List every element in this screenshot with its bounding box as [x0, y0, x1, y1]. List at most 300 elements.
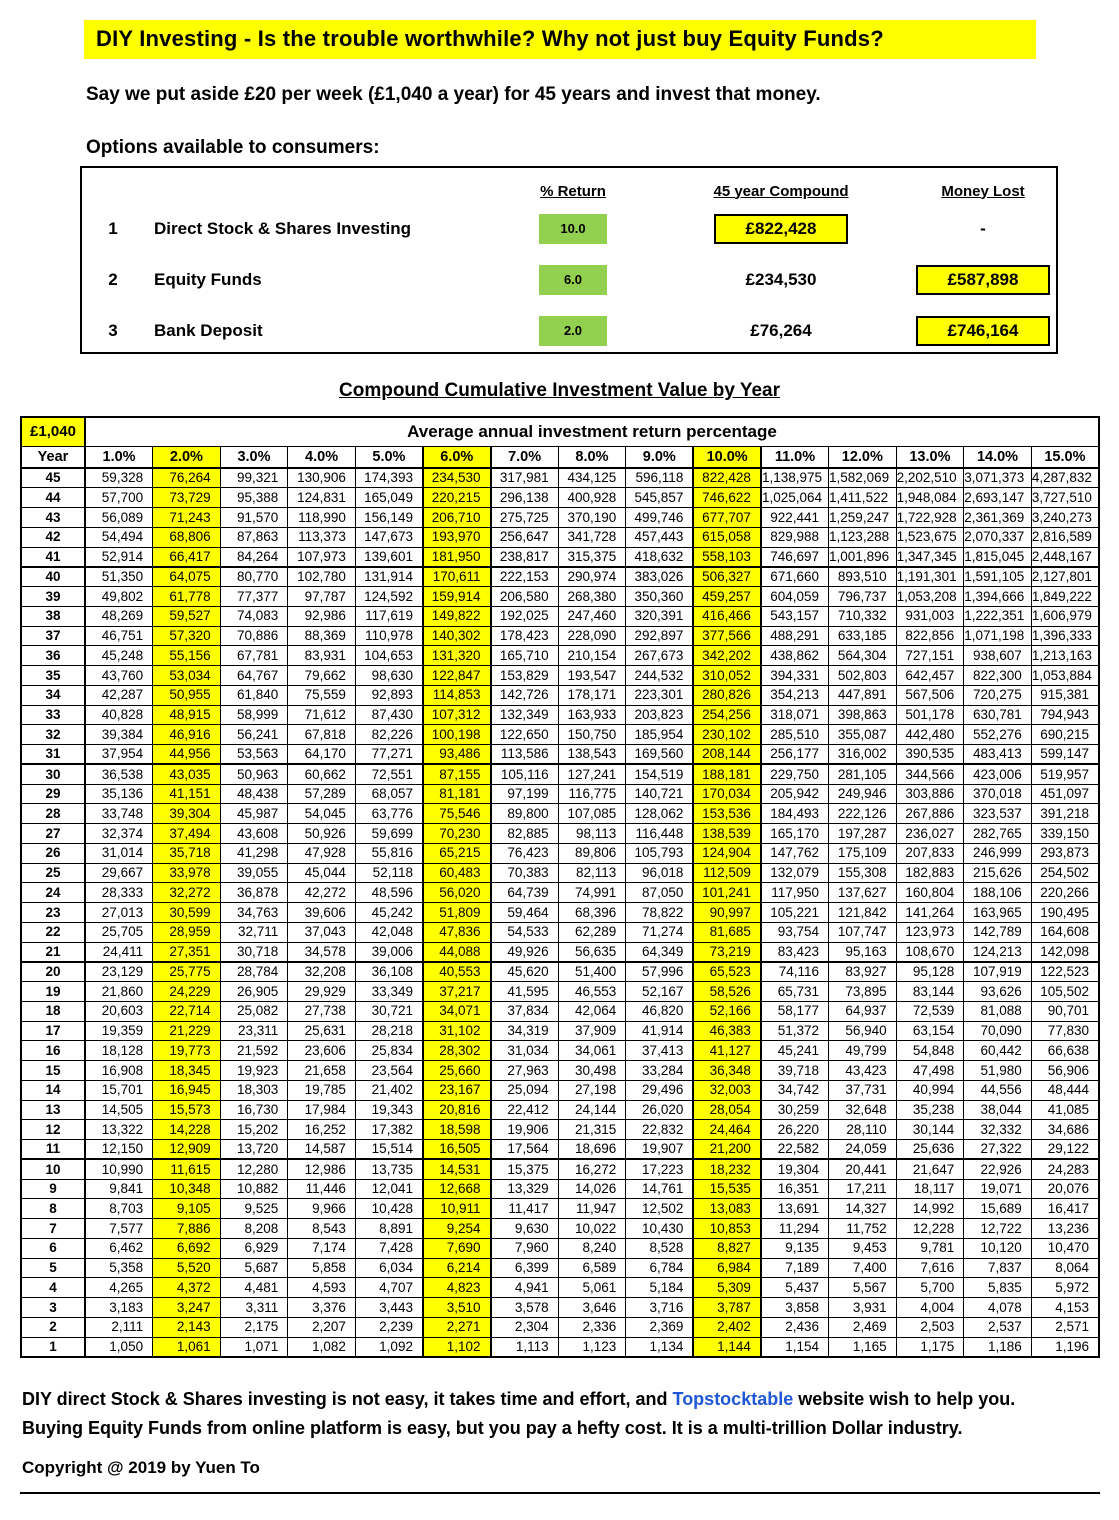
value-cell: 35,238 — [896, 1100, 964, 1120]
year-header: Year — [21, 446, 85, 468]
value-cell: 75,546 — [423, 804, 491, 824]
value-cell: 45,248 — [85, 646, 153, 666]
value-cell: 32,711 — [220, 922, 288, 942]
compound-table — [20, 416, 1100, 1358]
value-cell: 31,014 — [85, 843, 153, 863]
value-cell: 41,914 — [626, 1021, 694, 1041]
value-cell: 32,003 — [693, 1080, 761, 1100]
value-cell: 29,667 — [85, 863, 153, 883]
footer-line1-before: DIY direct Stock & Shares investing is not easy, it takes time and effort, and — [22, 1388, 673, 1409]
value-cell: 44,088 — [423, 942, 491, 962]
value-cell: 71,274 — [626, 922, 694, 942]
year-cell: 3 — [21, 1298, 85, 1318]
value-cell: 66,417 — [153, 547, 221, 567]
value-cell: 34,071 — [423, 1001, 491, 1021]
value-cell: 2,448,167 — [1031, 547, 1099, 567]
table-row — [21, 1337, 1099, 1357]
value-cell: 35,136 — [85, 784, 153, 804]
value-cell: 1,948,084 — [896, 488, 964, 508]
value-cell: 2,304 — [491, 1317, 559, 1337]
value-cell: 57,996 — [626, 962, 694, 982]
value-cell: 303,886 — [896, 784, 964, 804]
value-cell: 56,940 — [829, 1021, 897, 1041]
table-row — [21, 508, 1099, 528]
value-cell: 27,351 — [153, 942, 221, 962]
value-cell: 90,701 — [1031, 1001, 1099, 1021]
value-cell: 11,446 — [288, 1179, 356, 1199]
value-cell: 355,087 — [829, 725, 897, 745]
table-row — [21, 1238, 1099, 1258]
value-cell: 249,946 — [829, 784, 897, 804]
value-cell: 29,929 — [288, 982, 356, 1002]
value-cell: 138,539 — [693, 824, 761, 844]
value-cell: 24,283 — [1031, 1159, 1099, 1179]
value-cell: 423,006 — [964, 764, 1032, 784]
value-cell: 282,765 — [964, 824, 1032, 844]
value-cell: 40,828 — [85, 705, 153, 725]
value-cell: 185,954 — [626, 725, 694, 745]
page-title: DIY Investing - Is the trouble worthwhile? Why not just buy Equity Funds? — [84, 20, 1036, 59]
value-cell: 41,085 — [1031, 1100, 1099, 1120]
value-cell: 558,103 — [693, 547, 761, 567]
value-cell: 292,897 — [626, 626, 694, 646]
year-cell: 43 — [21, 508, 85, 528]
value-cell: 184,493 — [761, 804, 829, 824]
value-cell: 317,981 — [491, 468, 559, 488]
value-cell: 267,673 — [626, 646, 694, 666]
value-cell: 54,045 — [288, 804, 356, 824]
table-row — [21, 547, 1099, 567]
value-cell: 27,963 — [491, 1061, 559, 1081]
value-cell: 83,144 — [896, 982, 964, 1002]
value-cell: 62,289 — [558, 922, 626, 942]
value-cell: 3,787 — [693, 1298, 761, 1318]
table-row — [21, 705, 1099, 725]
value-cell: 10,470 — [1031, 1238, 1099, 1258]
value-cell: 915,381 — [1031, 685, 1099, 705]
table-row — [21, 1258, 1099, 1278]
value-cell: 746,697 — [761, 547, 829, 567]
value-cell: 15,375 — [491, 1159, 559, 1179]
value-cell: 8,827 — [693, 1238, 761, 1258]
value-cell: 98,113 — [558, 824, 626, 844]
value-cell: 153,536 — [693, 804, 761, 824]
value-cell: 70,886 — [220, 626, 288, 646]
value-cell: 19,906 — [491, 1120, 559, 1140]
value-cell: 92,986 — [288, 606, 356, 626]
value-cell: 165,170 — [761, 824, 829, 844]
percent-header: 14.0% — [964, 446, 1032, 468]
value-cell: 1,050 — [85, 1337, 153, 1357]
value-cell: 58,526 — [693, 982, 761, 1002]
value-cell: 2,503 — [896, 1317, 964, 1337]
value-cell: 84,264 — [220, 547, 288, 567]
value-cell: 3,578 — [491, 1298, 559, 1318]
value-cell: 1,815,045 — [964, 547, 1032, 567]
value-cell: 137,627 — [829, 883, 897, 903]
value-cell: 76,423 — [491, 843, 559, 863]
value-cell: 44,556 — [964, 1080, 1032, 1100]
value-cell: 796,737 — [829, 587, 897, 607]
value-cell: 107,919 — [964, 962, 1032, 982]
compound-value: £76,264 — [750, 320, 812, 340]
value-cell: 83,927 — [829, 962, 897, 982]
value-cell: 210,154 — [558, 646, 626, 666]
value-cell: 1,411,522 — [829, 488, 897, 508]
value-cell: 25,834 — [355, 1041, 423, 1061]
value-cell: 39,304 — [153, 804, 221, 824]
value-cell: 121,842 — [829, 903, 897, 923]
merged-header-row — [21, 417, 1099, 446]
value-cell: 37,494 — [153, 824, 221, 844]
percent-header-row — [21, 446, 1099, 468]
money-lost-highlight: £587,898 — [916, 265, 1050, 295]
value-cell: 8,703 — [85, 1199, 153, 1219]
value-cell: 281,105 — [829, 764, 897, 784]
value-cell: 64,767 — [220, 666, 288, 686]
value-cell: 105,793 — [626, 843, 694, 863]
value-cell: 15,689 — [964, 1199, 1032, 1219]
value-cell: 49,802 — [85, 587, 153, 607]
value-cell: 822,856 — [896, 626, 964, 646]
value-cell: 2,469 — [829, 1317, 897, 1337]
value-cell: 174,393 — [355, 468, 423, 488]
year-cell: 6 — [21, 1238, 85, 1258]
value-cell: 316,002 — [829, 745, 897, 765]
value-cell: 14,505 — [85, 1100, 153, 1120]
value-cell: 113,373 — [288, 527, 356, 547]
value-cell: 267,886 — [896, 804, 964, 824]
value-cell: 208,144 — [693, 745, 761, 765]
value-cell: 11,947 — [558, 1199, 626, 1219]
value-cell: 344,566 — [896, 764, 964, 784]
table-row — [21, 646, 1099, 666]
value-cell: 77,377 — [220, 587, 288, 607]
value-cell: 2,207 — [288, 1317, 356, 1337]
footer-line1-after: website wish to help you. — [793, 1388, 1016, 1409]
value-cell: 15,514 — [355, 1140, 423, 1160]
value-cell: 434,125 — [558, 468, 626, 488]
value-cell: 52,167 — [626, 982, 694, 1002]
value-cell: 45,044 — [288, 863, 356, 883]
value-cell: 1,082 — [288, 1337, 356, 1357]
value-cell: 19,785 — [288, 1080, 356, 1100]
value-cell: 28,054 — [693, 1100, 761, 1120]
value-cell: 1,138,975 — [761, 468, 829, 488]
value-cell: 2,816,589 — [1031, 527, 1099, 547]
table-row — [21, 1021, 1099, 1041]
value-cell: 275,725 — [491, 508, 559, 528]
table-row — [21, 1061, 1099, 1081]
value-cell: 87,155 — [423, 764, 491, 784]
value-cell: 13,329 — [491, 1179, 559, 1199]
value-cell: 66,638 — [1031, 1041, 1099, 1061]
value-cell: 20,603 — [85, 1001, 153, 1021]
options-header-compound: 45 year Compound — [713, 182, 849, 200]
value-cell: 14,761 — [626, 1179, 694, 1199]
value-cell: 6,399 — [491, 1258, 559, 1278]
value-cell: 922,441 — [761, 508, 829, 528]
value-cell: 7,400 — [829, 1258, 897, 1278]
value-cell: 567,506 — [896, 685, 964, 705]
value-cell: 21,402 — [355, 1080, 423, 1100]
value-cell: 222,153 — [491, 567, 559, 587]
value-cell: 28,959 — [153, 922, 221, 942]
value-cell: 51,400 — [558, 962, 626, 982]
value-cell: 147,762 — [761, 843, 829, 863]
value-cell: 1,102 — [423, 1337, 491, 1357]
year-cell: 15 — [21, 1061, 85, 1081]
value-cell: 59,699 — [355, 824, 423, 844]
value-cell: 4,823 — [423, 1278, 491, 1298]
table-row — [21, 863, 1099, 883]
value-cell: 31,102 — [423, 1021, 491, 1041]
value-cell: 140,302 — [423, 626, 491, 646]
value-cell: 73,895 — [829, 982, 897, 1002]
topstocktable-link[interactable]: Topstocktable — [672, 1388, 794, 1409]
value-cell: 418,632 — [626, 547, 694, 567]
value-cell: 339,150 — [1031, 824, 1099, 844]
value-cell: 6,589 — [558, 1258, 626, 1278]
value-cell: 1,134 — [626, 1337, 694, 1357]
value-cell: 9,525 — [220, 1199, 288, 1219]
value-cell: 188,106 — [964, 883, 1032, 903]
value-cell: 33,349 — [355, 982, 423, 1002]
value-cell: 59,464 — [491, 903, 559, 923]
value-cell: 80,770 — [220, 567, 288, 587]
value-cell: 19,773 — [153, 1041, 221, 1061]
value-cell: 34,061 — [558, 1041, 626, 1061]
value-cell: 236,027 — [896, 824, 964, 844]
value-cell: 3,858 — [761, 1298, 829, 1318]
value-cell: 43,760 — [85, 666, 153, 686]
value-cell: 63,776 — [355, 804, 423, 824]
value-cell: 142,726 — [491, 685, 559, 705]
value-cell: 17,984 — [288, 1100, 356, 1120]
year-cell: 44 — [21, 488, 85, 508]
table-row — [21, 982, 1099, 1002]
option-label-equity-funds: Equity Funds — [154, 269, 262, 289]
value-cell: 193,547 — [558, 666, 626, 686]
value-cell: 23,311 — [220, 1021, 288, 1041]
value-cell: 97,787 — [288, 587, 356, 607]
value-cell: 45,242 — [355, 903, 423, 923]
percent-header: 11.0% — [761, 446, 829, 468]
value-cell: 56,089 — [85, 508, 153, 528]
value-cell: 150,750 — [558, 725, 626, 745]
year-cell: 29 — [21, 784, 85, 804]
footer-paragraph — [22, 1385, 1102, 1443]
value-cell: 19,907 — [626, 1140, 694, 1160]
percent-header: 13.0% — [896, 446, 964, 468]
value-cell: 690,215 — [1031, 725, 1099, 745]
value-cell: 9,135 — [761, 1238, 829, 1258]
value-cell: 5,567 — [829, 1278, 897, 1298]
value-cell: 71,243 — [153, 508, 221, 528]
value-cell: 122,847 — [423, 666, 491, 686]
value-cell: 169,560 — [626, 745, 694, 765]
value-cell: 108,670 — [896, 942, 964, 962]
value-cell: 132,079 — [761, 863, 829, 883]
value-cell: 377,566 — [693, 626, 761, 646]
value-cell: 124,592 — [355, 587, 423, 607]
value-cell: 37,909 — [558, 1021, 626, 1041]
value-cell: 501,178 — [896, 705, 964, 725]
value-cell: 596,118 — [626, 468, 694, 488]
value-cell: 794,943 — [1031, 705, 1099, 725]
value-cell: 22,412 — [491, 1100, 559, 1120]
value-cell: 11,615 — [153, 1159, 221, 1179]
value-cell: 26,220 — [761, 1120, 829, 1140]
value-cell: 30,498 — [558, 1061, 626, 1081]
year-cell: 34 — [21, 685, 85, 705]
year-cell: 14 — [21, 1080, 85, 1100]
value-cell: 2,571 — [1031, 1317, 1099, 1337]
value-cell: 483,413 — [964, 745, 1032, 765]
value-cell: 15,573 — [153, 1100, 221, 1120]
value-cell: 354,213 — [761, 685, 829, 705]
value-cell: 54,533 — [491, 922, 559, 942]
value-cell: 4,372 — [153, 1278, 221, 1298]
value-cell: 64,739 — [491, 883, 559, 903]
value-cell: 1,123,288 — [829, 527, 897, 547]
value-cell: 28,333 — [85, 883, 153, 903]
value-cell: 502,803 — [829, 666, 897, 686]
value-cell: 5,358 — [85, 1258, 153, 1278]
table-row — [21, 488, 1099, 508]
value-cell: 6,692 — [153, 1238, 221, 1258]
value-cell: 24,059 — [829, 1140, 897, 1160]
value-cell: 416,466 — [693, 606, 761, 626]
value-cell: 48,596 — [355, 883, 423, 903]
value-cell: 4,593 — [288, 1278, 356, 1298]
value-cell: 45,241 — [761, 1041, 829, 1061]
value-cell: 14,531 — [423, 1159, 491, 1179]
value-cell: 442,480 — [896, 725, 964, 745]
value-cell: 15,202 — [220, 1120, 288, 1140]
percent-header: 6.0% — [423, 446, 491, 468]
value-cell: 83,423 — [761, 942, 829, 962]
value-cell: 54,494 — [85, 527, 153, 547]
value-cell: 342,202 — [693, 646, 761, 666]
value-cell: 2,361,369 — [964, 508, 1032, 528]
option-number: 1 — [108, 219, 118, 238]
value-cell: 64,075 — [153, 567, 221, 587]
value-cell: 72,551 — [355, 764, 423, 784]
value-cell: 61,778 — [153, 587, 221, 607]
value-cell: 10,120 — [964, 1238, 1032, 1258]
value-cell: 5,061 — [558, 1278, 626, 1298]
value-cell: 5,700 — [896, 1278, 964, 1298]
table-row — [21, 685, 1099, 705]
value-cell: 87,430 — [355, 705, 423, 725]
value-cell: 96,018 — [626, 863, 694, 883]
value-cell: 16,417 — [1031, 1199, 1099, 1219]
year-cell: 32 — [21, 725, 85, 745]
table-heading: Compound Cumulative Investment Value by Year — [339, 380, 780, 401]
value-cell: 506,327 — [693, 567, 761, 587]
value-cell: 16,351 — [761, 1179, 829, 1199]
value-cell: 48,444 — [1031, 1080, 1099, 1100]
value-cell: 15,535 — [693, 1179, 761, 1199]
value-cell: 51,372 — [761, 1021, 829, 1041]
value-cell: 1,071,198 — [964, 626, 1032, 646]
value-cell: 488,291 — [761, 626, 829, 646]
value-cell: 14,992 — [896, 1199, 964, 1219]
value-cell: 163,965 — [964, 903, 1032, 923]
year-cell: 35 — [21, 666, 85, 686]
value-cell: 46,553 — [558, 982, 626, 1002]
value-cell: 9,105 — [153, 1199, 221, 1219]
value-cell: 12,150 — [85, 1140, 153, 1160]
value-cell: 24,464 — [693, 1120, 761, 1140]
value-cell: 37,731 — [829, 1080, 897, 1100]
value-cell: 79,662 — [288, 666, 356, 686]
value-cell: 53,034 — [153, 666, 221, 686]
value-cell: 14,228 — [153, 1120, 221, 1140]
percent-header: 5.0% — [355, 446, 423, 468]
value-cell: 46,916 — [153, 725, 221, 745]
value-cell: 206,580 — [491, 587, 559, 607]
table-row — [21, 527, 1099, 547]
table-row — [21, 1001, 1099, 1021]
value-cell: 3,510 — [423, 1298, 491, 1318]
value-cell: 170,034 — [693, 784, 761, 804]
value-cell: 18,345 — [153, 1061, 221, 1081]
value-cell: 190,495 — [1031, 903, 1099, 923]
year-cell: 17 — [21, 1021, 85, 1041]
value-cell: 564,304 — [829, 646, 897, 666]
value-cell: 14,026 — [558, 1179, 626, 1199]
year-cell: 33 — [21, 705, 85, 725]
value-cell: 131,320 — [423, 646, 491, 666]
value-cell: 37,834 — [491, 1001, 559, 1021]
value-cell: 25,660 — [423, 1061, 491, 1081]
table-row — [21, 922, 1099, 942]
value-cell: 552,276 — [964, 725, 1032, 745]
value-cell: 36,878 — [220, 883, 288, 903]
value-cell: 28,110 — [829, 1120, 897, 1140]
option-label-bank-deposit: Bank Deposit — [154, 320, 263, 340]
value-cell: 18,128 — [85, 1041, 153, 1061]
value-cell: 67,818 — [288, 725, 356, 745]
table-row — [21, 1179, 1099, 1199]
value-cell: 49,926 — [491, 942, 559, 962]
value-cell: 52,166 — [693, 1001, 761, 1021]
value-cell: 3,727,510 — [1031, 488, 1099, 508]
value-cell: 4,078 — [964, 1298, 1032, 1318]
year-cell: 42 — [21, 527, 85, 547]
value-cell: 4,481 — [220, 1278, 288, 1298]
year-cell: 19 — [21, 982, 85, 1002]
year-cell: 45 — [21, 468, 85, 488]
value-cell: 22,714 — [153, 1001, 221, 1021]
year-cell: 41 — [21, 547, 85, 567]
year-cell: 28 — [21, 804, 85, 824]
value-cell: 39,718 — [761, 1061, 829, 1081]
value-cell: 2,202,510 — [896, 468, 964, 488]
value-cell: 93,486 — [423, 745, 491, 765]
option-number: 2 — [108, 269, 118, 289]
value-cell: 56,241 — [220, 725, 288, 745]
value-cell: 15,701 — [85, 1080, 153, 1100]
year-cell: 5 — [21, 1258, 85, 1278]
value-cell: 163,933 — [558, 705, 626, 725]
value-cell: 127,241 — [558, 764, 626, 784]
value-cell: 16,252 — [288, 1120, 356, 1140]
value-cell: 193,970 — [423, 527, 491, 547]
value-cell: 7,577 — [85, 1219, 153, 1239]
